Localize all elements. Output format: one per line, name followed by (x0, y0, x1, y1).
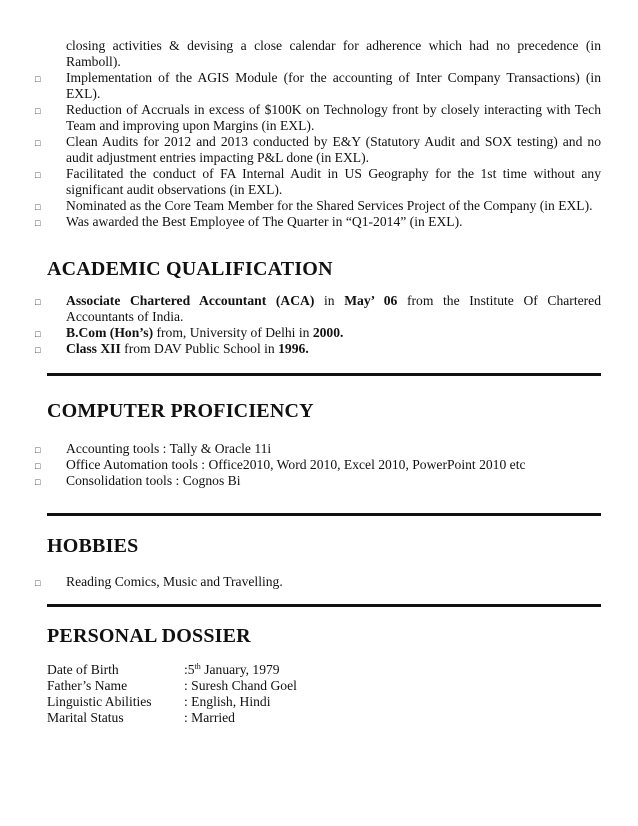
list-item: □ Class XII from DAV Public School in 1996. (35, 341, 309, 356)
bullet-icon: □ (35, 218, 41, 228)
section-heading: ACADEMIC QUALIFICATION (47, 258, 333, 280)
list-item: □ Facilitated the conduct of FA Internal Audit in US Geography for the 1st time without any significant audit observations (in EXL). (35, 166, 601, 197)
section-heading: PERSONAL DOSSIER (47, 625, 251, 647)
detail-value: :5th January, 1979 (184, 662, 280, 677)
academic-section (35, 257, 601, 357)
personal-details (47, 662, 601, 726)
bullet-icon: □ (35, 461, 41, 471)
list-item: □ Reduction of Accruals in excess of $100K on Technology front by closely interacting with Tech Team and improving upon Margins (in EXL). (35, 102, 601, 133)
section-heading: COMPUTER PROFICIENCY (47, 400, 314, 422)
bullet-icon: □ (35, 578, 41, 588)
list-item: □ Clean Audits for 2012 and 2013 conducted by E&Y (Statutory Audit and SOX testing) and no audit adjustment entries impacting P&L done (in EXL). (35, 134, 601, 165)
detail-value: : English, Hindi (184, 694, 271, 709)
list-item: closing activities & devising a close calendar for adherence which had no precedence (in Ramboll). (66, 38, 601, 69)
list-item: □ Reading Comics, Music and Travelling. (35, 574, 283, 589)
bullet-icon: □ (35, 74, 41, 84)
computer-list (35, 441, 601, 489)
list-item: □ Accounting tools : Tally & Oracle 11i (35, 441, 272, 456)
academic-list (35, 293, 601, 357)
resume-page (35, 38, 601, 726)
bullet-icon: □ (35, 138, 41, 148)
bullet-icon: □ (35, 329, 41, 339)
section-divider (47, 513, 601, 516)
bullet-icon: □ (35, 106, 41, 116)
detail-label: Date of Birth (47, 662, 119, 677)
list-item: □ Office Automation tools : Office2010, Word 2010, Excel 2010, PowerPoint 2010 etc (35, 457, 526, 472)
section-heading: HOBBIES (47, 535, 139, 557)
bullet-icon: □ (35, 202, 41, 212)
hobbies-list (35, 574, 601, 590)
computer-section (35, 399, 601, 489)
list-item: □ B.Com (Hon’s) from, University of Delhi in 2000. (35, 325, 344, 340)
personal-section (47, 624, 601, 726)
detail-label: Father’s Name (47, 678, 128, 693)
experience-bullet-list (35, 38, 601, 230)
section-divider (47, 604, 601, 607)
list-item: □ Associate Chartered Accountant (ACA) in May’ 06 from the Institute Of Chartered Accountants of India. (35, 293, 601, 324)
bullet-icon: □ (35, 345, 41, 355)
list-item: □ Nominated as the Core Team Member for the Shared Services Project of the Company (in EXL). (35, 198, 593, 213)
list-item: □ Consolidation tools : Cognos Bi (35, 473, 241, 488)
list-item: □ Was awarded the Best Employee of The Quarter in “Q1-2014” (in EXL). (35, 214, 463, 229)
list-item: □ Implementation of the AGIS Module (for the accounting of Inter Company Transactions) (in EXL). (35, 70, 601, 101)
bullet-icon: □ (35, 445, 41, 455)
detail-label: Marital Status (47, 710, 124, 725)
detail-label: Linguistic Abilities (47, 694, 152, 709)
detail-value: : Suresh Chand Goel (184, 678, 297, 693)
section-divider (47, 373, 601, 376)
detail-value: : Married (184, 710, 235, 725)
hobbies-section (35, 534, 601, 590)
bullet-icon: □ (35, 170, 41, 180)
bullet-icon: □ (35, 477, 41, 487)
bullet-icon: □ (35, 297, 41, 307)
